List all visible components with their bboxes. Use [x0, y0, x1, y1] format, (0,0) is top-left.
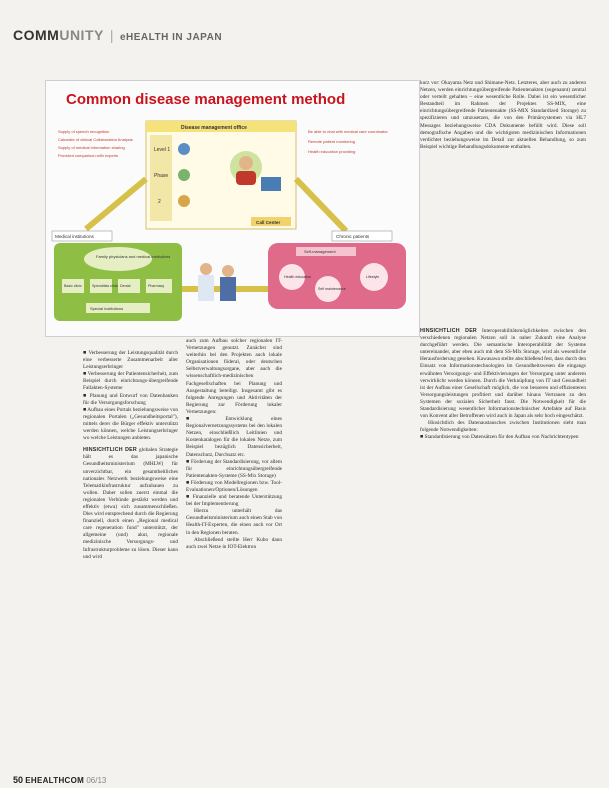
text-column-3: [420, 80, 586, 151]
col3-paragraph-2: [420, 328, 586, 420]
col2-bullet-2: ■ Förderung der Standardisierung, vor allem für einrichtungsübergreifende Patientenakten-Systeme (SS-Mix Storage): [186, 458, 282, 479]
col1-bullet-3: ■ Planung und Entwurf von Datenbanken für die Versorgungsforschung: [83, 392, 178, 406]
dental-label: Dental: [120, 284, 131, 288]
family-physicians-ellipse: [84, 247, 152, 271]
col1-bullet-1: ■ Verbesserung der Leistungsqualität durch eine verbesserte Zusammenarbeit aller Leistungserbringer: [83, 350, 178, 371]
row-phase: Phase: [154, 173, 169, 179]
col1-heading: HINSICHTLICH DER: [83, 447, 137, 454]
disease-management-diagram: [46, 119, 419, 336]
left-note-2: Calculate of clinical Collaboration Analysis: [58, 137, 133, 142]
col3-heading: HINSICHTLICH DER: [420, 328, 477, 334]
col2-bullet-1: ■ Entwicklung eines Regionalvernetzungssystems bei den lokalen Netzen, einschließlich Leitlinien und Kostenkatalogen für die lokalen Netze, zum Beispiel bezüglich Datensicherheit, Datenschutz, Durchsatz etc.: [186, 416, 282, 458]
section-header: [13, 27, 222, 43]
left-note-1: Supply of speech recognition: [58, 129, 110, 134]
left-note-3: Supply of medical information sharing: [58, 145, 125, 150]
self-management-label: Self-management: [304, 249, 336, 254]
subsection-name: eHEALTH IN JAPAN: [119, 32, 223, 43]
patient-head-icon: [222, 265, 234, 277]
patient-body-icon: [220, 277, 236, 301]
issue-date: 06/13: [86, 776, 107, 785]
header-separator: |: [109, 27, 114, 43]
col3-paragraph-1: kurz vor: Okayama Netz und Shimane-Netz. Letzteres, aber auch zu anderen Netzen, werden einrichtungsübergreifende Patientenakten (sogenannt) zentral oder verteilt gehalten – eine wesentliche Rolle. Dabei ist ein wesentlicher Bestandteil im Rahmen der Projektes SS-MIX, eine einrichtungsübergreifende Patientenakte (SS-MIX Standardized Storage) zu spezifizieren und umzusetzen, die von den Primärsystemen via HL7 Messages beziehungsweise CDA Dokumente befüllt wird. Diese soll demografische Angaben und die wichtigsten medizinischen Informationen verdichtet beziehungsweise im Detail zur aktuellen Behandlung, so zum Beispiel wichtige Behandlungsdokumente enthalten.: [420, 80, 586, 150]
self-maintenance-label: Self maintenance: [318, 287, 346, 291]
basic-clinic-label: Basic clinic: [64, 284, 82, 288]
col2-paragraph-2: Abschließend stellte Herr Kubo dann auch zwei Netze in IOT-Elektron: [186, 536, 282, 550]
operator-head-icon: [239, 156, 253, 170]
col3-paragraph-text: Interoperabilitätsmöglichkeiten zwischen den verschiedenen regionalen Netzen soll in naher Zukunft eine Analyse durchgeführt werden. Die semantische Interoperabilität der Systeme untereinander, aber eben auch mit dem SS-MIx Storage, wird als wesentliche Herausforderung gesehen. Kawasawa stellte abschließend fest, dass durch den Einsatz von Informationstechnologien im Gesundheitswesen die eingangs erwähnten Versorgungs- und Effektivierungen der Versorgung unter anderem verwirklicht werden können. Durch die Verknüpfung von IT und Gesundheit ist der Aufbau einer Gesellschaft möglich, die von besseren und effizienteren Versorgungsleistungen profitiert und darüber hinaus Vertrauen zu den Systemen der sozialen Sicherheit fasst. Die Notwendigkeit für die Standardisierung wesentlicher Informationstechnischer Artefakte auf Basis von Konvent aller Betroffenen wird auch in Japan als sehr hoch eingeschätzt.: [420, 328, 586, 420]
page-number: 50: [13, 775, 24, 785]
computer-icon: [178, 143, 190, 155]
text-column-2: [186, 338, 282, 551]
specialists-label: Specialists clinic: [92, 284, 119, 288]
right-note-3: Health education providing: [308, 149, 356, 154]
call-center-label: Call Center: [256, 220, 281, 225]
section-name-dark: COMM: [13, 27, 60, 43]
figure-title: Common disease management method: [66, 91, 346, 108]
phone-icon: [178, 169, 190, 181]
col1-paragraph-text: globalen Strategie hält es das japanische Gesundheitsministerium (MHLW) für unverzichtbar, ein gesamtheitliches nationales Netzwerk beziehungsweise eine Telematikinfrastruktur aufzubauen zu wollen. Daher sollen zuerst einmal die regionalen Verbünde gestärkt werden und effektiv (etwa) sich zusammenschließen. Dies wird entsprechend durch die Regierung finanziell, durch einen „Regional medical care regeneration fund" unterstützt, der allgemeine (und) akut, regionale medizinische Versorgungs- und Infrastrukturprobleme zu lösen. Dieser kann und wird: [83, 447, 179, 560]
family-physicians-label: Family physicians and medical institutions: [96, 254, 171, 259]
col3-bullet-1: ■ Standardisierung von Datensätzen für den Aufbau von Nachrichtentypen: [420, 434, 579, 441]
left-note-4: Provided comparison with experts: [58, 153, 119, 158]
row-level: Level 1: [154, 147, 171, 153]
operator-body-icon: [236, 171, 256, 185]
figure-box: [45, 80, 420, 337]
col1-bullet-4: ■ Aufbau eines Portals beziehungsweise von regionalen Portalen („Gesundheitsportal"), mittels derer die Bürger effektiv unterstützt werden können, welche Leistungserbringer wo welche Leistungen anbieten.: [83, 406, 178, 442]
health-education-label: Health education: [284, 275, 311, 279]
right-note-1: Be able to chat with medical care coordinator: [308, 129, 388, 134]
special-institutions-label: Special institutions: [90, 306, 124, 311]
right-note-2: Remote patient monitoring: [308, 139, 355, 144]
doctor-body-icon: [198, 275, 214, 301]
col1-bullet-2: ■ Verbesserung der Patientensicherheit, zum Beispiel durch einrichtungs-übergreifende Fallakten-Systeme: [83, 371, 178, 392]
doctor-head-icon: [200, 263, 212, 275]
row-2: 2: [158, 199, 161, 205]
col2-paragraph-1: Hierzu unterhält das Gesundheitsministerium auch einen Stab von Health-IT-Experten, die einen auch vor Ort in den Regionen beraten.: [186, 508, 282, 536]
col2-bullet-4: ■ Finanzielle und beratende Unterstützung bei der Implementierung: [186, 494, 282, 508]
arrow-to-patients: [296, 179, 346, 231]
text-column-1: [83, 350, 178, 561]
section-name-light: UNITY: [59, 27, 104, 43]
medical-institutions-label: Medical institutions: [55, 234, 94, 239]
page-footer: [13, 775, 106, 785]
office-label: Disease management office: [181, 125, 247, 131]
text-column-3-lower: [420, 328, 586, 442]
magazine-name: EHEALTHCOM: [25, 776, 85, 785]
col2-bullet-3: ■ Förderung von Modellregionen bzw. Tool-Evaluationen/Optionen/Lösungen: [186, 479, 282, 493]
monitor-icon: [261, 177, 281, 191]
arrow-to-medical: [86, 179, 146, 229]
col2-intro: auch zum Aufbau solcher regionalen IT-Vernetzungen genutzt. Zunächst sind weiterhin bei den Projekten auch lokale Organisationen föderal, oder deutschen Selbstverwaltungsorgane, aber auch die wissenschaftlich-medizinischen Fachgesellschaften bei Planung und Ausgestaltung beteiligt. Insgesamt gibt es folgende Anregungen und Aktivitäten der Regierung zur Förderung lokaler Vernetzungen:: [186, 338, 282, 415]
col1-paragraph: [83, 447, 178, 561]
pharmacy-label: Pharmacy: [148, 284, 165, 288]
chronic-patients-label: Chronic patients: [336, 234, 370, 239]
lifestyle-label: Lifestyle: [366, 275, 380, 279]
col3-paragraph-3: Hinsichtlich des Datenaustausches zwischen Institutionen sieht man folgende Notwendigkeiten:: [420, 420, 586, 434]
document-icon: [178, 195, 190, 207]
